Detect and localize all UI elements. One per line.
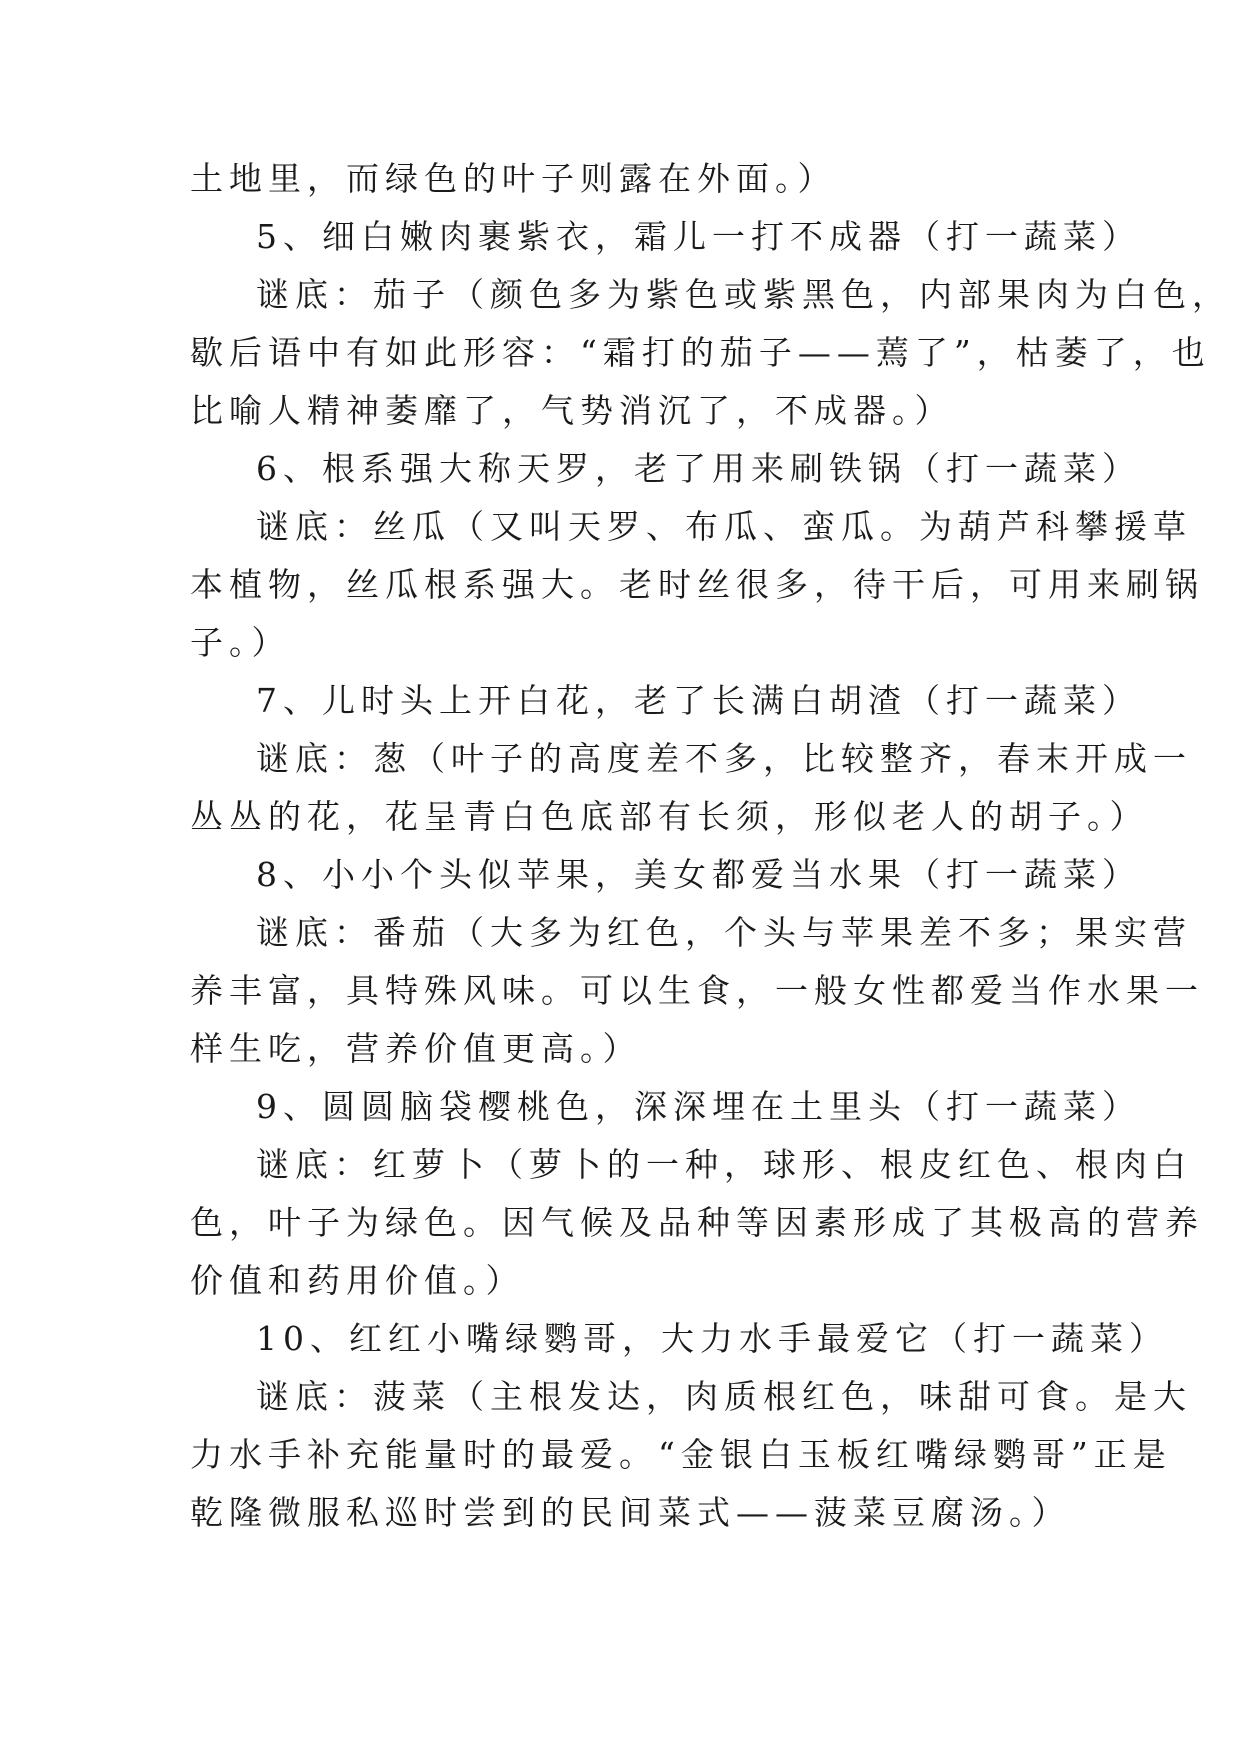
text-line: 价值和药用价值。） [190,1261,525,1300]
riddle-question: 6、根系强大称天罗，老了用来刷铁锅（打一蔬菜） [256,449,1141,488]
riddle-answer: 谜底：葱（叶子的高度差不多，比较整齐，春末开成一 [256,739,1192,778]
riddle-answer: 谜底：菠菜（主根发达，肉质根红色，味甜可食。是大 [256,1377,1192,1416]
riddle-question: 8、小小个头似苹果，美女都爱当水果（打一蔬菜） [256,855,1141,894]
riddle-question: 10、红红小嘴绿鹦哥，大力水手最爱它（打一蔬菜） [256,1319,1168,1358]
text-line: 丛丛的花，花呈青白色底部有长须，形似老人的胡子。） [190,797,1149,836]
text-line: 本植物，丝瓜根系强大。老时丝很多，待干后，可用来刷锅 [190,565,1204,604]
riddle-answer: 谜底：茄子（颜色多为紫色或紫黑色，内部果肉为白色， [256,275,1231,314]
riddle-question: 7、儿时头上开白花，老了长满白胡渣（打一蔬菜） [256,681,1141,720]
text-line: 样生吃，营养价值更高。） [190,1029,642,1068]
riddle-answer: 谜底：丝瓜（又叫天罗、布瓜、蛮瓜。为葫芦科攀援草 [256,507,1192,546]
riddle-question: 9、圆圆脑袋樱桃色，深深埋在土里头（打一蔬菜） [256,1087,1141,1126]
riddle-answer: 谜底：番茄（大多为红色，个头与苹果差不多；果实营 [256,913,1192,952]
text-line: 比喻人精神萎靡了，气势消沉了，不成器。） [190,391,954,430]
text-line: 乾隆微服私巡时尝到的民间菜式——菠菜豆腐汤。） [190,1493,1071,1532]
text-line: 力水手补充能量时的最爱。“金银白玉板红嘴绿鹦哥”正是 [190,1435,1172,1474]
text-line: 歇后语中有如此形容：“霜打的茄子——蔫了”，枯萎了，也 [190,333,1211,372]
text-line: 子。） [190,623,291,662]
text-line: 养丰富，具特殊风味。可以生食，一般女性都爱当作水果一 [190,971,1204,1010]
text-line: 土地里，而绿色的叶子则露在外面。） [190,159,837,198]
riddle-answer: 谜底：红萝卜（萝卜的一种，球形、根皮红色、根肉白 [256,1145,1192,1184]
riddle-question: 5、细白嫩肉裹紫衣，霜儿一打不成器（打一蔬菜） [256,217,1141,256]
text-line: 色，叶子为绿色。因气候及品种等因素形成了其极高的营养 [190,1203,1204,1242]
document-body [190,150,1231,1542]
